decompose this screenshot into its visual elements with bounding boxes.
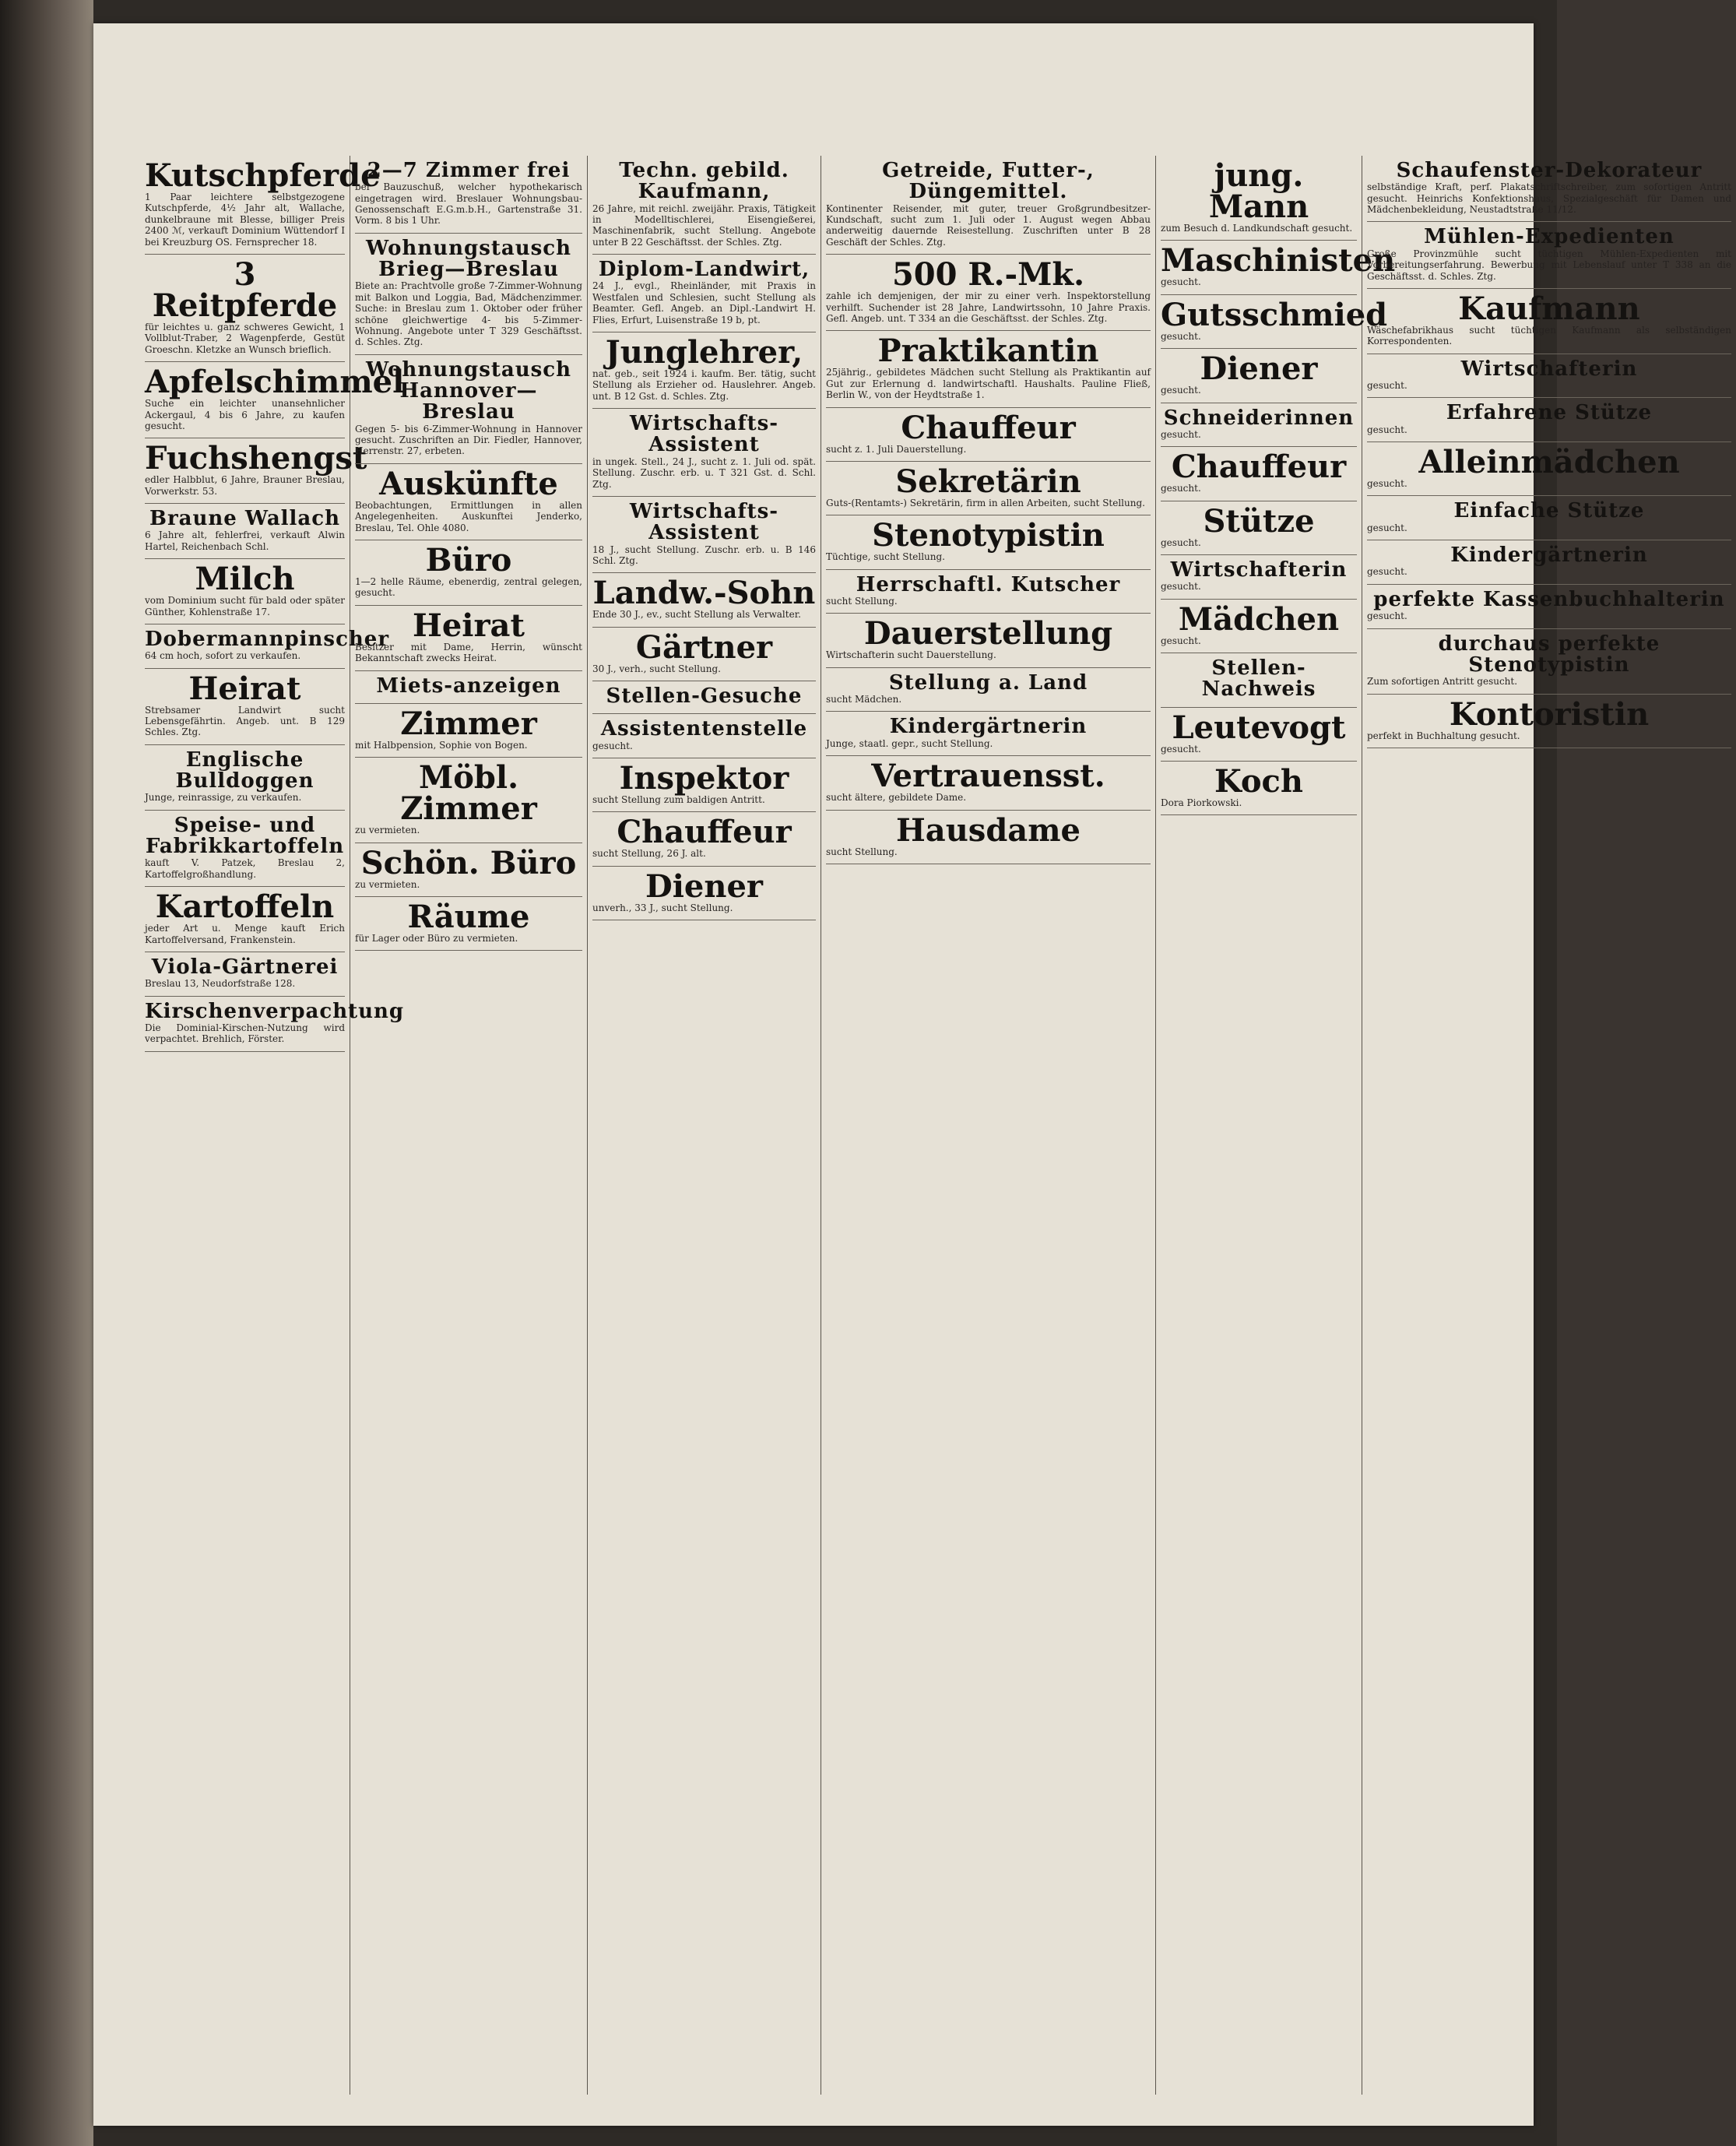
classified-ad (826, 811, 1151, 864)
classified-ad (592, 812, 816, 866)
classified-ad (1161, 403, 1357, 448)
classified-ad (145, 362, 405, 438)
classified-ad (592, 714, 816, 758)
ad-headline: Möbl. Zimmer (400, 759, 537, 828)
ad-body: 1 Paar leichtere selbstgezogene Kutschpferde, 4½ Jahr alt, Wallache, dunkelbraune mit Blesse, billiger Preis 2400 ℳ, verkauft Dominium Wüttendorf I bei Kreuzburg OS. Fernsprecher 18. (145, 192, 345, 248)
classified-ad (1367, 695, 1731, 748)
classified-ad (145, 624, 390, 669)
ad-body: für leichtes u. ganz schweres Gewicht, 1 Vollblut-Traber, 2 Wagenpferde, Gestüt Groeschn. Kletzke an Wunsch brieflich. (145, 321, 345, 355)
ad-headline: Landw.-Sohn (592, 575, 816, 612)
ad-body: jeder Art u. Menge kauft Erich Kartoffelversand, Frankenstein. (145, 923, 345, 945)
ad-headline: Stellen-Gesuche (606, 684, 803, 709)
classified-ad (826, 255, 1151, 331)
classified-ad (826, 408, 1151, 462)
ad-headline: Alleinmädchen (1418, 444, 1680, 481)
ad-headline: Stellen-Nachweis (1201, 656, 1316, 702)
ad-body: gesucht. (1161, 330, 1201, 342)
ad-headline: Wirtschafterin (1460, 357, 1638, 381)
classified-ad (1161, 241, 1396, 294)
ad-headline: Diplom-Landwirt, (598, 258, 810, 282)
ad-body: gesucht. (1161, 276, 1201, 288)
ad-body: Ende 30 J., ev., sucht Stellung als Verwalter. (592, 609, 801, 621)
classified-ad (592, 409, 816, 497)
ad-headline: 500 R.-Mk. (891, 256, 1085, 294)
ad-body: Guts-(Rentamts-) Sekretärin, firm in allen Arbeiten, sucht Stellung. (826, 497, 1145, 508)
ad-body: Zum sofortigen Antritt gesucht. (1367, 676, 1518, 688)
column-4 (821, 156, 1156, 2095)
ad-body: Junge, reinrassige, zu verkaufen. (145, 792, 302, 804)
ad-body: Große Provinzmühle sucht tüchtigen Mühlen-Expedienten mit Vorbereitungserfahrung. Bewerbung mit Lebenslauf unter T 338 an die Geschäftsst. d. Schles. Ztg. (1367, 248, 1731, 282)
ad-body: gesucht. (1161, 743, 1201, 755)
ad-headline: Einfache Stütze (1453, 499, 1645, 523)
ad-headline: Braune Wallach (149, 507, 341, 531)
ad-headline: Kaufmann (1458, 290, 1640, 327)
classified-ad (1367, 496, 1731, 540)
classified-ad (1367, 354, 1731, 399)
ad-body: 18 J., sucht Stellung. Zuschr. erb. u. B 146 Schl. Ztg. (592, 544, 816, 566)
classified-ad (1367, 222, 1731, 288)
ad-body: mit Halbpension, Sophie von Bogen. (355, 739, 528, 751)
ad-headline: Chauffeur (617, 814, 792, 851)
classified-ad (592, 156, 816, 255)
classified-ad (1367, 289, 1731, 354)
ad-headline: Wirtschafterin (1170, 558, 1348, 582)
ad-headline: perfekte Kassenbuchhalterin (1373, 587, 1725, 611)
ad-headline: Englische Bulldoggen (175, 748, 315, 793)
classified-ad (1161, 708, 1357, 762)
ad-body: 30 J., verh., sucht Stellung. (592, 663, 721, 674)
ad-headline: Wirtschafts-Assistent (629, 499, 779, 545)
classified-ad (145, 255, 345, 362)
ad-headline: Kartoffeln (155, 888, 335, 926)
ad-body: Junge, staatl. gepr., sucht Stellung. (826, 737, 993, 749)
classified-ad (355, 234, 582, 355)
classified-ad (826, 756, 1151, 810)
ad-headline: Wirtschafts-Assistent (629, 412, 779, 457)
classified-ad (1161, 447, 1357, 501)
ad-headline: Assistentenstelle (600, 717, 808, 741)
ad-headline: Speise- und Fabrikkartoffeln (145, 813, 345, 859)
ad-body: zahle ich demjenigen, der mir zu einer verh. Inspektorstellung verhilft. Suchender ist 28 Jahre, Landwirtssohn, 10 Jahre Praxis. Gefl. Angeb. unt. T 334 an die Geschäftsst. der Schles. Ztg. (826, 290, 1151, 324)
classified-ad (592, 497, 816, 573)
ad-body: sucht Stellung. (826, 595, 898, 607)
newspaper-page (93, 23, 1731, 2126)
ad-body: sucht Stellung. (826, 846, 898, 857)
ad-body: 25jährig., gebildetes Mädchen sucht Stellung als Praktikantin auf Gut zur Erlernung d. landwirtschaftl. Haushalts. Pauline Fließ, Berlin W., von der Heydtstraße 1. (826, 367, 1151, 401)
ad-headline: Koch (1214, 763, 1303, 800)
ad-headline: Inspektor (619, 760, 789, 797)
book-binding-edge (0, 0, 93, 2146)
classified-ad (592, 681, 816, 714)
ad-headline: Leutevogt (1172, 709, 1346, 746)
ad-body: edler Halbblut, 6 Jahre, Brauner Breslau, Vorwerkstr. 53. (145, 474, 345, 497)
classified-ad (355, 671, 582, 704)
ad-body: sucht z. 1. Juli Dauerstellung. (826, 443, 967, 455)
ad-headline: 2—7 Zimmer frei (367, 159, 571, 182)
classified-ad (1161, 156, 1357, 241)
ad-headline: Techn. gebild. Kaufmann, (619, 159, 789, 204)
classified-ad (826, 515, 1151, 569)
ad-body: gesucht. (1367, 424, 1407, 435)
classified-ad (826, 712, 1151, 756)
ad-body: Biete an: Prachtvolle große 7-Zimmer-Wohnung mit Balkon und Loggia, Bad, Mädchenzimmer. Suche: in Breslau zum 1. Oktober oder früher schöne gleichwertige 4- bis 5-Zimmer-Wohnung. Angebote unter T 329 Geschäftsst. d. Schles. Ztg. (355, 280, 582, 348)
classified-ad (592, 332, 816, 409)
ad-headline: Getreide, Futter-, Düngemittel. (882, 159, 1095, 204)
classified-ad (826, 570, 1151, 614)
classified-ad (1161, 555, 1357, 600)
classified-columns (140, 156, 1731, 2095)
ad-headline: Chauffeur (1171, 449, 1347, 486)
classified-ad (145, 811, 345, 887)
classified-ad (826, 156, 1151, 255)
ad-body: Tüchtige, sucht Stellung. (826, 551, 945, 563)
ad-body: vom Dominium sucht für bald oder später Günther, Kohlenstraße 17. (145, 595, 345, 617)
ad-body: Breslau 13, Neudorfstraße 128. (145, 978, 296, 990)
classified-ad (145, 559, 345, 624)
ad-body: 64 cm hoch, sofort zu verkaufen. (145, 650, 301, 662)
ad-headline: Vertrauensst. (871, 758, 1105, 795)
ad-headline: Schön. Büro (360, 844, 577, 881)
column-5 (1156, 156, 1396, 2095)
ad-headline: Fuchshengst (145, 440, 367, 477)
ad-headline: Hausdame (896, 811, 1081, 849)
classified-ad (1367, 540, 1731, 585)
ad-body: 26 Jahre, mit reichl. zweijähr. Praxis, Tätigkeit in Modelltischlerei, Eisengießerei, Maschinenfabrik, sucht Stellung. Angebote unter B 22 Geschäftsst. der Schles. Ztg. (592, 202, 816, 248)
ad-body: 6 Jahre alt, fehlerfrei, verkauft Alwin Hartel, Reichenbach Schl. (145, 529, 345, 552)
classified-ad (826, 614, 1151, 667)
classified-ad (1367, 629, 1731, 695)
classified-ad (1367, 585, 1731, 629)
classified-ad (592, 628, 816, 681)
ad-headline: Apfelschimmel (145, 364, 405, 401)
classified-ad (592, 758, 816, 812)
classified-ad (1367, 398, 1731, 442)
ad-headline: Kontoristin (1449, 695, 1650, 733)
ad-body: Gegen 5- bis 6-Zimmer-Wohnung in Hannover gesucht. Zuschriften an Dir. Fiedler, Hannover, Herrenstr. 27, erbeten. (355, 423, 582, 457)
ad-body: zu vermieten. (355, 825, 420, 836)
ad-body: gesucht. (1161, 635, 1201, 646)
ad-body: gesucht. (1161, 536, 1201, 548)
ad-body: sucht Stellung, 26 J. alt. (592, 848, 706, 860)
ad-headline: Dauerstellung (863, 615, 1113, 653)
ad-headline: Heirat (413, 607, 525, 644)
classified-ad (826, 668, 1151, 712)
ad-body: Kontinenter Reisender, mit guter, treuer Großgrundbesitzer-Kundschaft, sucht zum 1. Juli oder 1. August wegen Abbau anderweitig dauernde Reisestellung. Zuschriften unter B 28 Geschäft der Schles. Ztg. (826, 202, 1151, 248)
ad-body: zu vermieten. (355, 878, 420, 890)
ad-headline: Diener (645, 867, 763, 905)
ad-body: sucht Mädchen. (826, 694, 902, 705)
ad-headline: Maschinisten (1161, 242, 1396, 280)
ad-body: perfekt in Buchhaltung gesucht. (1367, 730, 1520, 741)
ad-headline: Gutsschmied (1161, 296, 1388, 333)
ad-headline: Kutschpferde (145, 157, 381, 194)
ad-headline: Büro (425, 542, 512, 579)
classified-ad (1367, 442, 1731, 496)
ad-headline: Gärtner (635, 628, 773, 666)
ad-headline: Schaufenster-Dekorateur (1396, 159, 1703, 182)
classified-ad (145, 438, 367, 504)
ad-headline: Viola-Gärtnerei (151, 955, 339, 979)
ad-body: gesucht. (592, 740, 633, 751)
ad-body: gesucht. (1161, 385, 1201, 396)
ad-body: gesucht. (1367, 610, 1407, 622)
column-3 (588, 156, 821, 2095)
ad-body: Dora Piorkowski. (1161, 797, 1242, 809)
ad-body: gesucht. (1367, 478, 1407, 490)
classified-ad (355, 897, 582, 951)
classified-ad (355, 540, 582, 606)
classified-ad (145, 745, 345, 811)
classified-ad (145, 669, 345, 745)
ad-body: Suche ein leichter unansehnlicher Ackergaul, 4 bis 6 Jahre, zu kaufen gesucht. (145, 398, 345, 431)
ad-headline: Heirat (188, 670, 301, 707)
ad-body: gesucht. (1161, 483, 1201, 494)
ad-headline: Kindergärtnerin (889, 715, 1088, 739)
ad-body: zum Besuch d. Landkundschaft gesucht. (1161, 223, 1353, 234)
ad-headline: Stenotypistin (872, 517, 1105, 554)
classified-ad (1161, 600, 1357, 653)
ad-headline: Chauffeur (901, 409, 1076, 446)
ad-headline: durchaus perfekte Stenotypistin (1438, 631, 1660, 677)
classified-ad (1161, 762, 1357, 815)
ad-headline: Diener (1200, 350, 1318, 388)
ad-body: kauft V. Patzek, Breslau 2, Kartoffelgroßhandlung. (145, 857, 345, 880)
ad-body: Wirtschafterin sucht Dauerstellung. (826, 649, 996, 661)
ad-headline: Erfahrene Stütze (1446, 401, 1653, 425)
ad-body: gesucht. (1367, 566, 1407, 578)
ad-headline: Wohnungstausch Brieg—Breslau (366, 236, 571, 282)
classified-ad (826, 462, 1151, 515)
ad-body: gesucht. (1161, 581, 1201, 593)
ad-headline: 3 Reitpferde (152, 255, 338, 324)
classified-ad (1367, 156, 1731, 222)
classified-ad (145, 997, 405, 1052)
ad-headline: Herrschaftl. Kutscher (856, 572, 1121, 596)
ad-headline: Praktikantin (877, 332, 1099, 370)
classified-ad (355, 606, 582, 671)
classified-ad (145, 952, 345, 997)
classified-ad (355, 758, 582, 843)
ad-headline: Mühlen-Expedienten (1424, 225, 1675, 249)
classified-ad (355, 843, 582, 897)
classified-ad (1161, 653, 1357, 708)
ad-body: gesucht. (1367, 522, 1407, 533)
ad-body: 24 J., evgl., Rheinländer, mit Praxis in Westfalen und Schlesien, sucht Stellung als Beamter. Gefl. Angeb. an Dipl.-Landwirt H. Flies, Erfurt, Luisenstraße 19 b, pt. (592, 280, 816, 325)
classified-ad (355, 355, 582, 464)
classified-ad (145, 887, 345, 952)
ad-headline: Wohnungstausch Hannover—Breslau (366, 357, 571, 424)
ad-body: Die Dominial-Kirschen-Nutzung wird verpachtet. Brehlich, Förster. (145, 1022, 345, 1045)
column-6 (1362, 156, 1736, 2095)
ad-headline: Räume (407, 899, 530, 936)
classified-ad (592, 255, 816, 332)
ad-headline: Kirschenverpachtung (145, 999, 405, 1023)
ad-body: in ungek. Stell., 24 J., sucht z. 1. Juli od. spät. Stellung. Zuschr. erb. u. T 321 Gst. d. Schl. Ztg. (592, 456, 816, 490)
ad-body: sucht ältere, gebildete Dame. (826, 792, 967, 804)
ad-body: 1—2 helle Räume, ebenerdig, zentral gelegen, gesucht. (355, 576, 582, 599)
ad-headline: Dobermannpinscher (145, 627, 390, 651)
classified-ad (592, 867, 816, 920)
classified-ad (1161, 501, 1357, 555)
ad-headline: Milch (195, 561, 295, 598)
ad-headline: Kindergärtnerin (1450, 544, 1648, 568)
classified-ad (355, 464, 582, 540)
ad-body: für Lager oder Büro zu vermieten. (355, 933, 518, 945)
ad-body: Wäschefabrikhaus sucht tüchtigen Kaufmann als selbständigen Korrespondenten. (1367, 324, 1731, 347)
classified-ad (592, 573, 816, 627)
ad-body: sucht Stellung zum baldigen Antritt. (592, 794, 765, 806)
ad-body: gesucht. (1161, 428, 1201, 440)
ad-body: gesucht. (1367, 380, 1407, 392)
classified-ad (1161, 295, 1388, 349)
ad-headline: Stütze (1203, 502, 1315, 540)
ad-headline: Junglehrer, (605, 334, 803, 371)
ad-headline: Sekretärin (895, 463, 1081, 500)
ad-body: unverh., 33 J., sucht Stellung. (592, 902, 733, 913)
ad-headline: Zimmer (400, 705, 537, 742)
ad-body: nat. geb., seit 1924 i. kaufm. Ber. tätig, sucht Stellung als Erzieher od. Hauslehrer. Angeb. unt. B 12 Gst. d. Schles. Ztg. (592, 368, 816, 402)
classified-ad (826, 331, 1151, 407)
column-2 (350, 156, 588, 2095)
ad-body: Strebsamer Landwirt sucht Lebensgefährtin. Angeb. unt. B 129 Schles. Ztg. (145, 704, 345, 738)
ad-headline: Stellung a. Land (888, 670, 1088, 695)
classified-ad (145, 156, 381, 255)
ad-body: Besitzer mit Dame, Herrin, wünscht Bekanntschaft zwecks Heirat. (355, 641, 582, 664)
classified-ad (355, 704, 582, 758)
ad-headline: jung. Mann (1208, 157, 1309, 225)
ad-headline: Auskünfte (379, 465, 558, 502)
classified-ad (355, 156, 582, 234)
ad-headline: Schneiderinnen (1163, 406, 1355, 430)
ad-body: bei Bauzuschuß, welcher hypothekarisch eingetragen wird. Breslauer Wohnungsbau-Genossenschaft E.G.m.b.H., Gartenstraße 31. Vorm. 8 bis 1 Uhr. (355, 181, 582, 227)
classified-ad (145, 504, 345, 559)
ad-body: selbständige Kraft, perf. Plakatschriftschreiber, zum sofortigen Antritt gesucht. Heinrichs Konfektionshaus, Spezialgeschäft für Damen und Mädchenbekleidung, Neustadtstraße 11/12. (1367, 181, 1731, 216)
ad-body: Beobachtungen, Ermittlungen in allen Angelegenheiten. Auskunftei Jenderko, Breslau, Tel. Ohle 4080. (355, 499, 582, 533)
classified-ad (1161, 349, 1357, 403)
ad-headline: Miets-anzeigen (376, 674, 561, 698)
ad-headline: Mädchen (1178, 600, 1340, 638)
